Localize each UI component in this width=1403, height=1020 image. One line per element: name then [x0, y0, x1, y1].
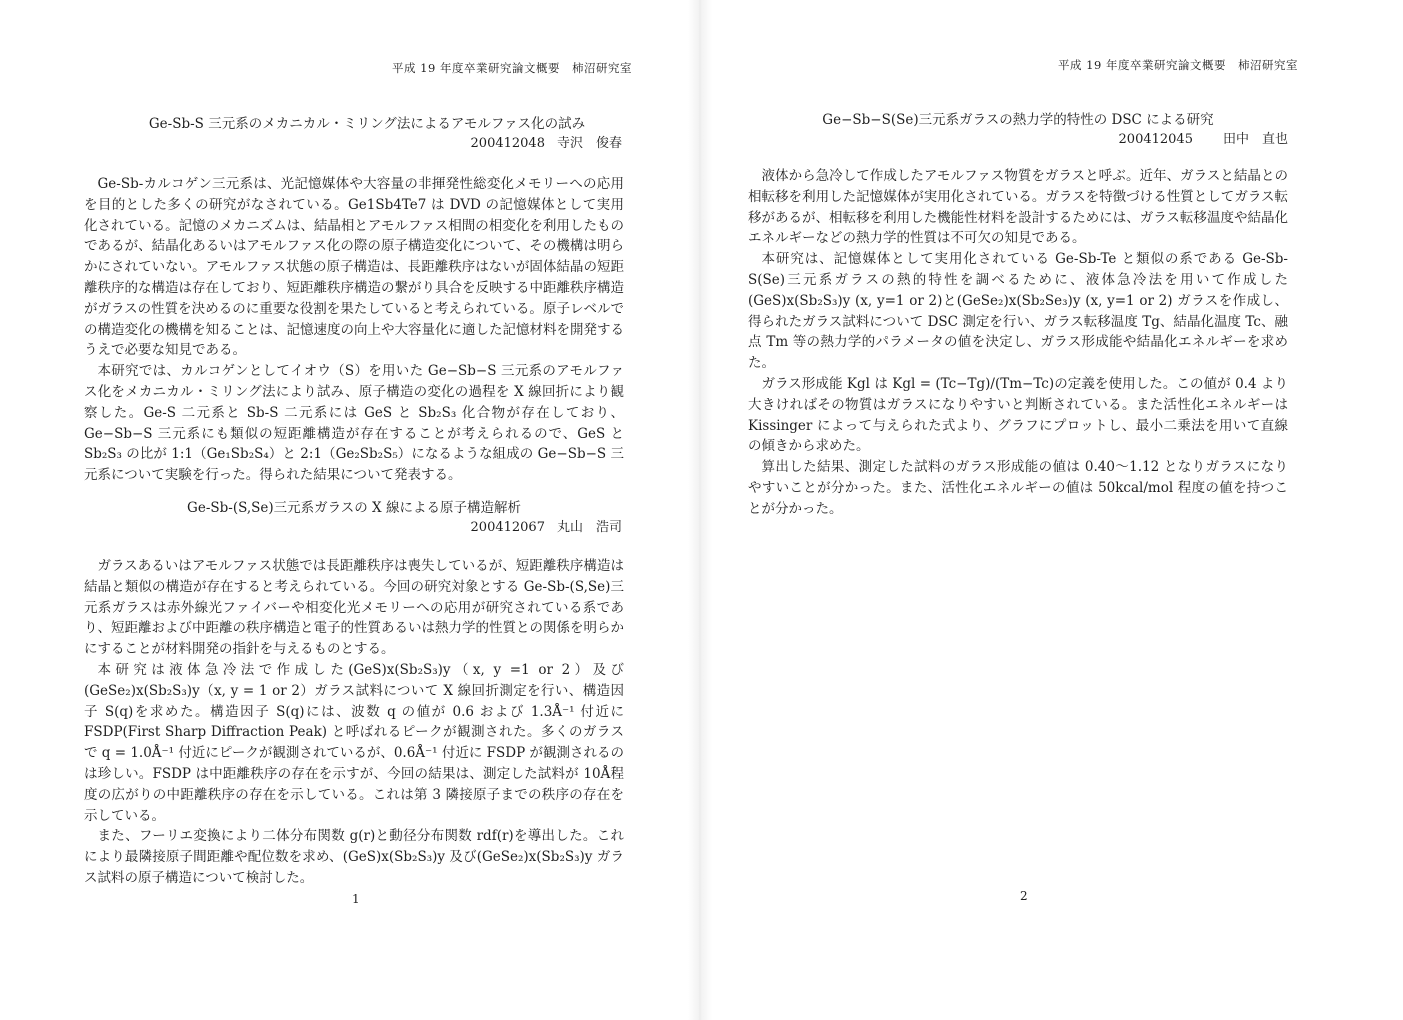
article3-author: 田中 直也	[1222, 132, 1288, 147]
article3-body	[748, 166, 1288, 520]
article3-title: Ge−Sb−S(Se)三元系ガラスの熱力学的特性の DSC による研究	[822, 112, 1214, 128]
article1-paragraph: Ge-Sb-カルコゲン三元系は、光記憶媒体や大容量の非揮発性総変化メモリーへの応用を目的とした多くの研究がなされている。Ge1Sb4Te7 は DVD の記憶媒体として実用化されている。記憶のメカニズムは、結晶相とアモルファス相間の相変化を利用したものであるが、結晶化あるいはアモルファス化の際の原子構造変化について、その機構は明らかにされていない。アモルファス状態の原子構造は、長距離秩序はないが固体結晶の短距離秩序的な構造は存在しており、短距離秩序構造の繋がり具合を反映する中距離秩序構造がガラスの性質を決めるのに重要な役割を果たしていると考えられている。原子レベルでの構造変化の機構を知ることは、記憶速度の向上や大容量化に適した記憶材料を開発するうえで必要な知見である。	[84, 176, 624, 359]
article2-student-id: 200412067	[470, 520, 545, 535]
page-number-left: 1	[352, 892, 360, 906]
article2-paragraph: 本研究は液体急冷法で作成した(GeS)x(Sb₂S₃)y（x, y =1 or 2）及び(GeSe₂)x(Sb₂S₃)y（x, y = 1 or 2）ガラス試料について X 線回折測定を行い、構造因子 S(q)を求めた。構造因子 S(q)には、波数 q の値が 0.6 および 1.3Å⁻¹ 付近に FSDP(First Sharp Diffraction Peak) と呼ばれるピークが観測された。多くのガラスで q = 1.0Å⁻¹ 付近にピークが観測されているが、0.6Å⁻¹ 付近に FSDP が観測されるのは珍しい。FSDP は中距離秩序の存在を示すが、今回の結果は、測定した試料が 10Å程度の広がりの中距離秩序の存在を示している。これは第 3 隣接原子までの秩序の存在を示している。	[84, 661, 624, 824]
article2-paragraph: ガラスあるいはアモルファス状態では長距離秩序は喪失しているが、短距離秩序構造は結晶と類似の構造が存在すると考えられている。今回の研究対象とする Ge-Sb-(S,Se)三元系ガラスは赤外線光ファイバーや相変化光メモリーへの応用が研究されている系であり、短距離および中距離の秩序構造と電子的性質あるいは熱力学的性質との関係を明らかにすることが材料開発の指針を与えるものとする。	[84, 558, 624, 658]
article1-paragraph: 本研究では、カルコゲンとしてイオウ（S）を用いた Ge−Sb−S 三元系のアモルファス化をメカニカル・ミリング法により試み、原子構造の変化の過程を X 線回折により観察した。Ge-S 二元系と Sb-S 二元系には GeS と Sb₂S₃ 化合物が存在しており、Ge−Sb−S 三元系にも類似の短距離構造が存在することが考えられるので、GeS と Sb₂S₃ の比が 1:1（Ge₁Sb₂S₄）と 2:1（Ge₂Sb₂S₅）になるような組成の Ge−Sb−S 三元系について実験を行った。得られた結果について発表する。	[84, 363, 624, 484]
article2-body	[84, 556, 624, 889]
article3-paragraph: 液体から急冷して作成したアモルファス物質をガラスと呼ぶ。近年、ガラスと結晶との相転移を利用した記憶媒体が実用化されている。ガラスを特徴づける性質としてガラス転移があるが、相転移を利用した機能性材料を設計するためには、ガラス転移温度や結晶化エネルギーなどの熱力学的性質は不可欠の知見である。	[748, 168, 1288, 247]
article3-byline	[960, 128, 1288, 147]
article2-title: Ge-Sb-(S,Se)三元系ガラスの X 線による原子構造解析	[187, 500, 521, 516]
page-header-left: 平成 19 年度卒業研究論文概要 柿沼研究室	[392, 61, 632, 75]
article3-student-id: 200412045	[1118, 132, 1193, 147]
page-header-right: 平成 19 年度卒業研究論文概要 柿沼研究室	[1058, 58, 1298, 72]
article3-paragraph: ガラス形成能 Kgl は Kgl = (Tc−Tg)/(Tm−Tc)の定義を使用した。この値が 0.4 より大きければその物質はガラスになりやすいと判断されている。また活性化エネルギーは Kissinger によって与えられた式より、グラフにプロットし、最小二乗法を用いて直線の傾きから求めた。	[748, 375, 1288, 455]
article2-paragraph: また、フーリエ変換により二体分布関数 g(r)と動径分布関数 rdf(r)を導出した。これにより最隣接原子間距離や配位数を求め、(GeS)x(Sb₂S₃)y 及び(GeSe₂)x(Sb₂S₃)y ガラス試料の原子構造について検討した。	[84, 828, 624, 886]
article1-title: Ge-Sb-S 三元系のメカニカル・ミリング法によるアモルファス化の試み	[148, 116, 586, 132]
article1-author: 寺沢 俊春	[556, 136, 622, 151]
article1-body	[84, 174, 624, 486]
page-number-right: 2	[1020, 889, 1028, 903]
article3-paragraph: 本研究は、記憶媒体として実用化されている Ge-Sb-Te と類似の系である Ge-Sb-S(Se)三元系ガラスの熱的特性を調べるために、液体急冷法を用いて作成した(GeS)x(Sb₂S₃)y (x, y=1 or 2)と(GeSe₂)x(Sb₂Se₃)y (x, y=1 or 2) ガラスを作成し、得られたガラス試料について DSC 測定を行い、ガラス転移温度 Tg、結晶化温度 Tc、融点 Tm 等の熱力学的パラメータの値を決定し、ガラス形成能や結晶化エネルギーを求めた。	[748, 251, 1288, 372]
article2-byline	[300, 516, 622, 535]
article1-student-id: 200412048	[470, 136, 545, 151]
article1-byline	[300, 132, 622, 151]
article3-paragraph: 算出した結果、測定した試料のガラス形成能の値は 0.40〜1.12 となりガラスになりやすいことが分かった。また、活性化エネルギーの値は 50kcal/mol 程度の値を持つことが分かった。	[748, 459, 1288, 517]
article2-author: 丸山 浩司	[556, 520, 622, 535]
